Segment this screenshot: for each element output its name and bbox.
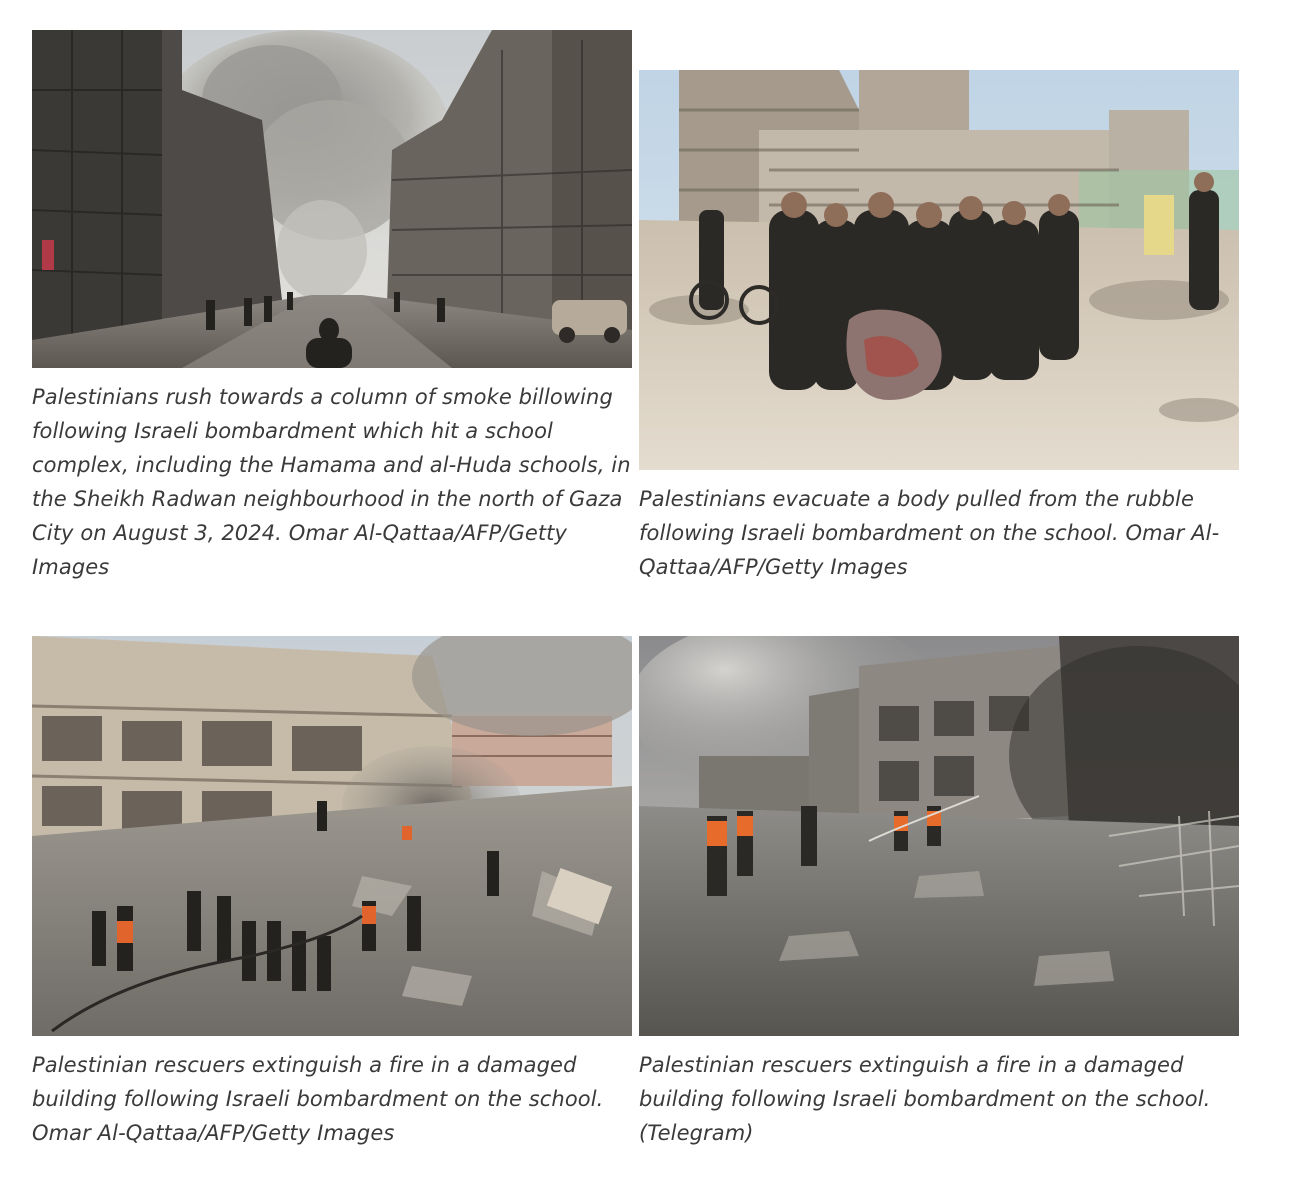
figure-rescuers-fire	[32, 636, 632, 1150]
figure-evacuate-body	[639, 70, 1239, 584]
men-carrying-body-illustration	[639, 70, 1239, 470]
damaged-school-illustration	[32, 636, 632, 1036]
photo-men-carrying-body	[639, 70, 1239, 470]
photo-caption: Palestinian rescuers extinguish a fire in a damaged building following Israeli bombardment on the school. Omar Al-Qattaa/AFP/Getty Images	[32, 1053, 604, 1145]
smoky-rubble-illustration	[639, 636, 1239, 1036]
figure-street-smoke	[32, 30, 632, 584]
figure-rescuers-smoke	[639, 636, 1239, 1150]
photo-smoky-rubble-rescuers	[639, 636, 1239, 1036]
photo-caption: Palestinian rescuers extinguish a fire in a damaged building following Israeli bombardment on the school. (Telegram)	[639, 1053, 1211, 1145]
street-smoke-illustration	[32, 30, 632, 368]
photo-caption: Palestinians rush towards a column of smoke billowing following Israeli bombardment which hit a school complex, including the Hamama and al-Huda schools, in the Sheikh Radwan neighbourhood in the north of Gaza City on August 3, 2024. Omar Al-Qattaa/AFP/Getty Images	[32, 385, 631, 579]
photo-street-smoke-column	[32, 30, 632, 368]
photo-caption: Palestinians evacuate a body pulled from the rubble following Israeli bombardment on the school. Omar Al-Qattaa/AFP/Getty Images	[639, 487, 1220, 579]
photo-damaged-school-rescuers	[32, 636, 632, 1036]
